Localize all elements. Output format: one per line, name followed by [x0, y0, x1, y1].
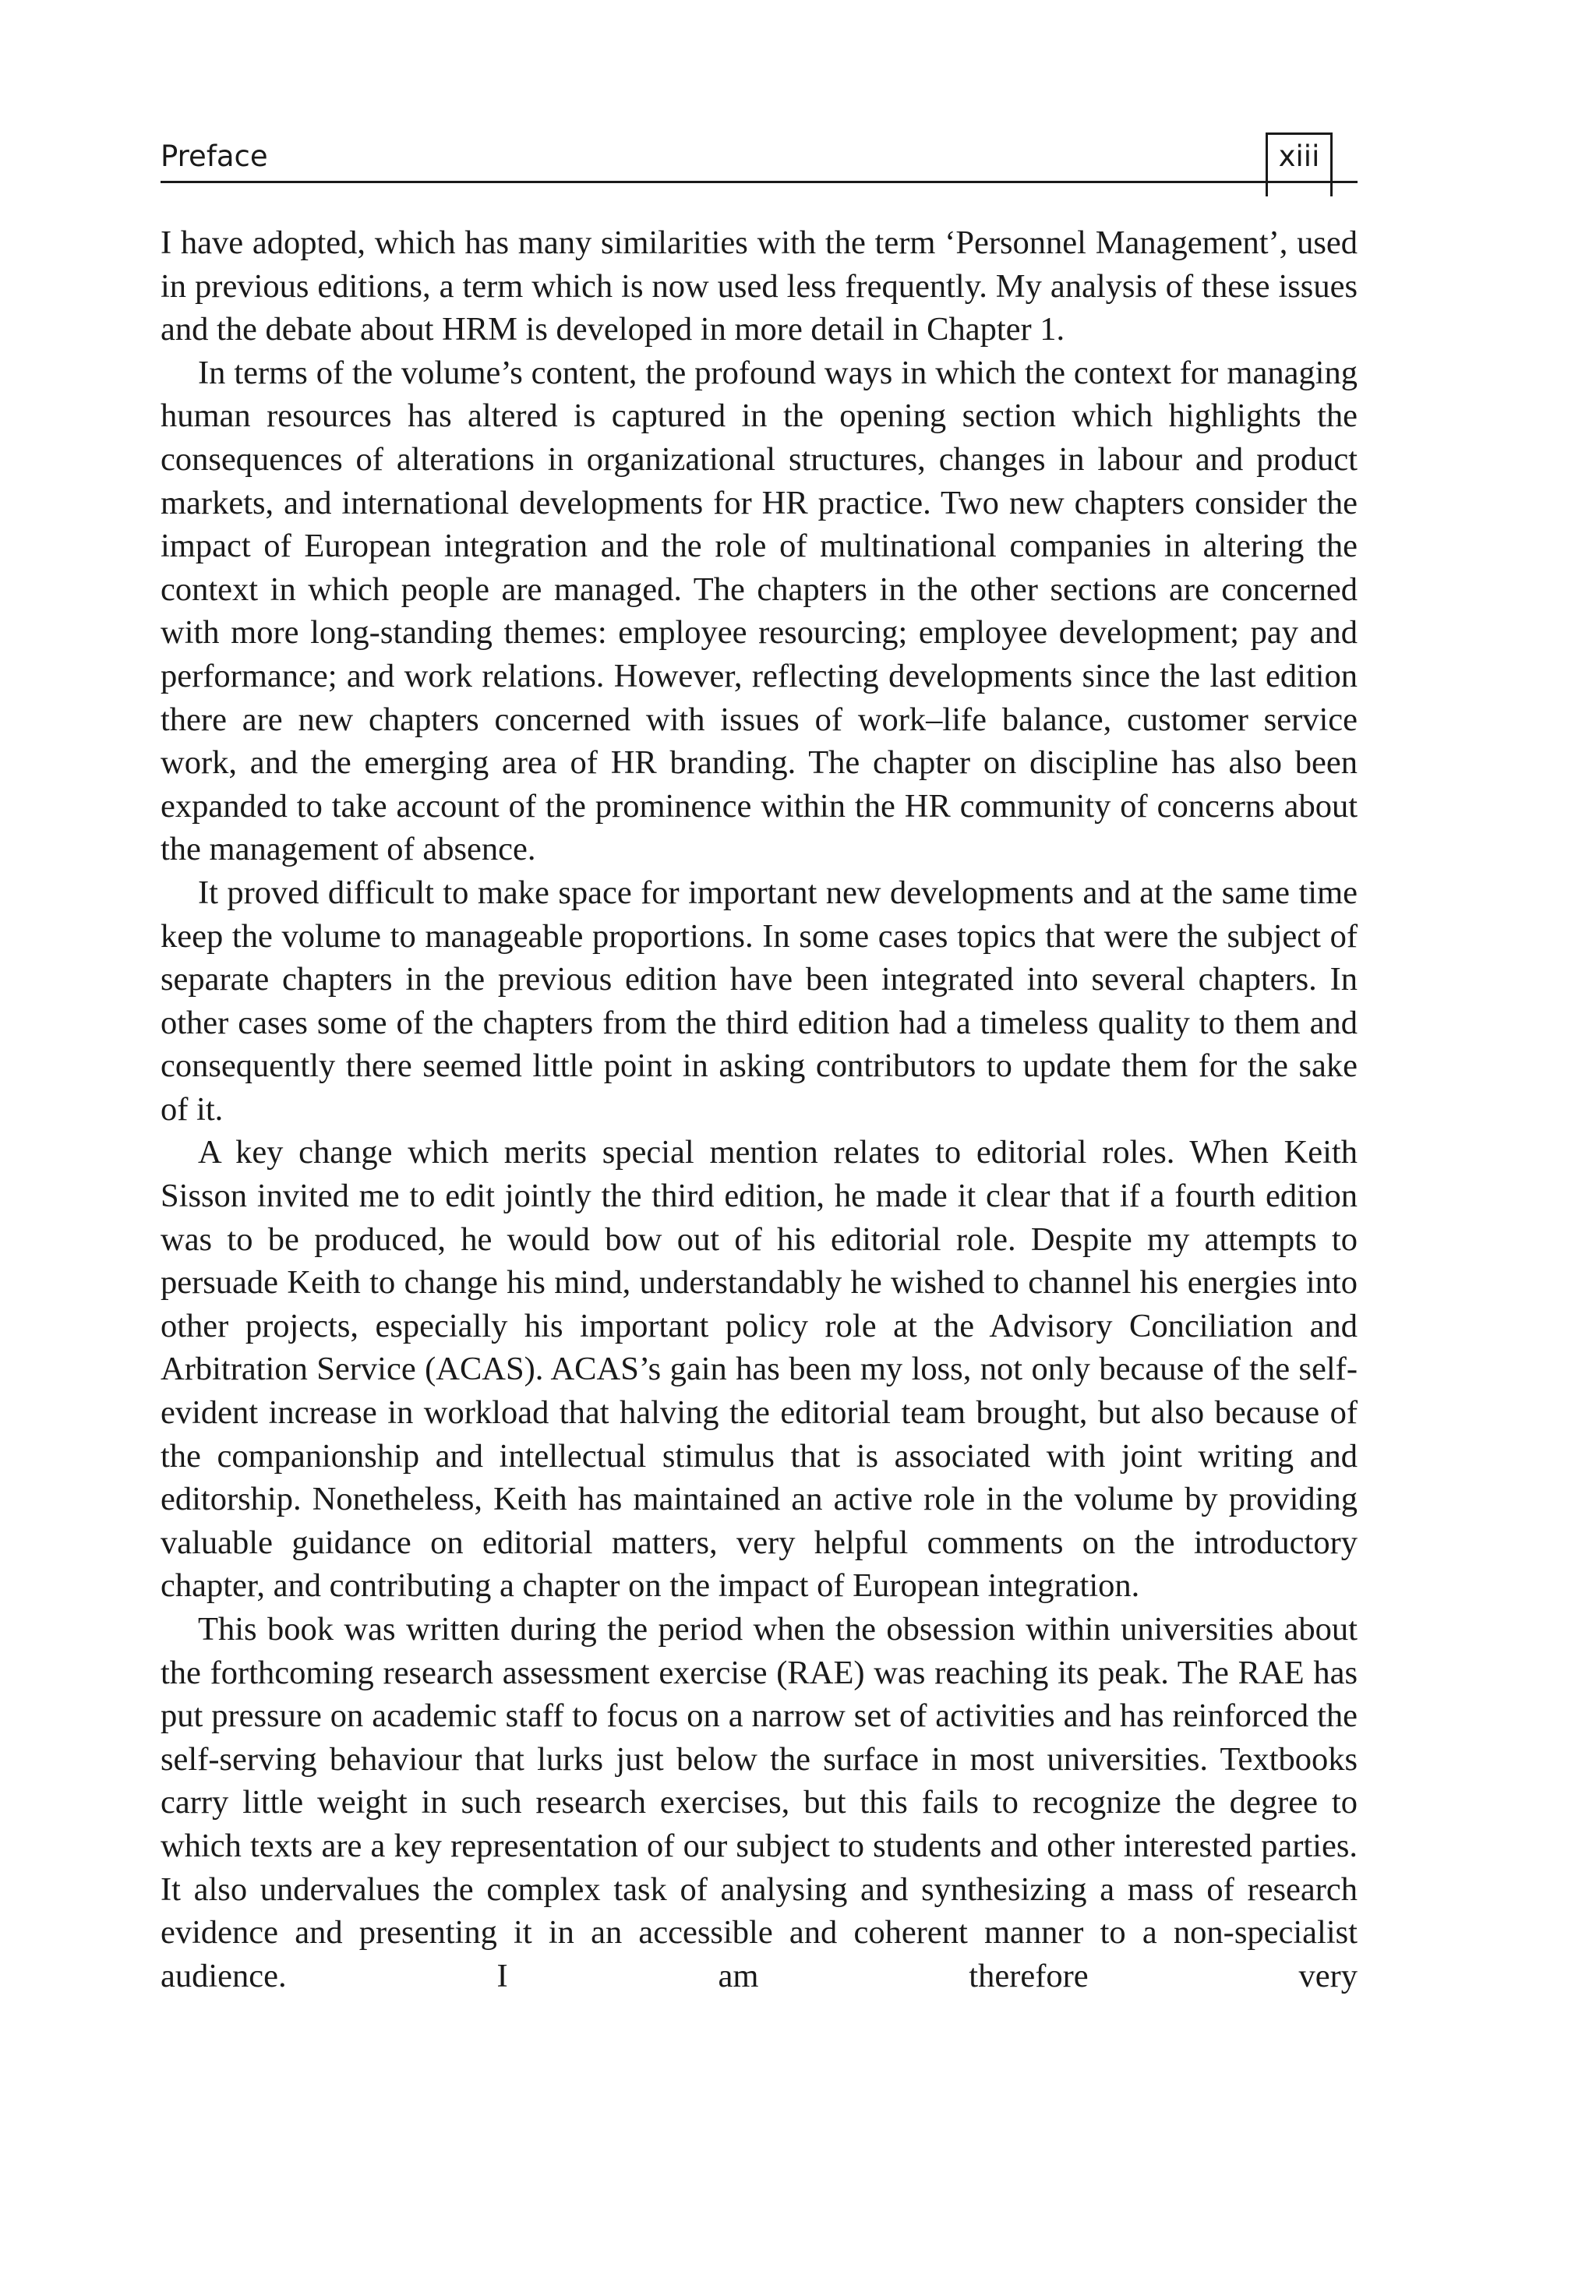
paragraph-continued: I have adopted, which has many similarities with the term ‘Personnel Management’, used in previous editions, a term which is now used less frequently. My analysis of these issues and the debate about HRM is developed in more detail in Chapter 1.	[161, 224, 1358, 348]
body-text	[161, 221, 1358, 1998]
paragraph: A key change which merits special mention relates to editorial roles. When Keith Sisson invited me to edit jointly the third edition, he made it clear that if a fourth edition was to be produced, he would bow out of his editorial role. Despite my attempts to persuade Keith to change his mind, understandably he wished to channel his energies into other projects, especially his important policy role at the Advisory Conciliation and Arbitration Service (ACAS). ACAS’s gain has been my loss, not only because of the self-evident increase in workload that halving the editorial team brought, but also because of the companionship and intellectual stimulus that is associated with joint writing and editorship. Nonetheless, Keith has maintained an active role in the volume by providing valuable guidance on editorial matters, very helpful comments on the introductory chapter, and contributing a chapter on the impact of European integration.	[161, 1134, 1358, 1605]
page-number: xiii	[1278, 140, 1320, 173]
running-head	[161, 139, 1358, 182]
paragraph-continues: This book was written during the period when the obsession within universities about the forthcoming research assessment exercise (RAE) was reaching its peak. The RAE has put pressure on academic staff to focus on a narrow set of activities and has reinforced the self-serving behaviour that lurks just below the surface in most universities. Textbooks carry little weight in such research exercises, but this fails to recognize the degree to which texts are a key representation of our subject to students and other interested parties. It also undervalues the complex task of analysing and synthesizing a mass of research evidence and presenting it in an accessible and coherent manner to a non-specialist audience. I am therefore very	[161, 1611, 1358, 1994]
running-head-title: Preface	[161, 140, 268, 173]
paragraph: It proved difficult to make space for important new developments and at the same time keep the volume to manageable proportions. In some cases topics that were the subject of separate chapters in the previous edition have been integrated into several chapters. In other cases some of the chapters from the third edition had a timeless quality to them and consequently there seemed little point in asking contributors to update them for the sake of it.	[161, 874, 1358, 1128]
running-head-rule	[161, 181, 1358, 183]
paragraph: In terms of the volume’s content, the profound ways in which the context for managing human resources has altered is captured in the opening section which highlights the consequences of alterations in organizational structures, changes in labour and product markets, and international developments for HR practice. Two new chapters consider the impact of European integration and the role of multinational companies in altering the context in which people are managed. The chapters in the other sections are concerned with more long-standing themes: employee resourcing; employee development; pay and performance; and work relations. However, reflecting developments since the last edition there are new chapters concerned with issues of work–life balance, customer service work, and the emerging area of HR branding. The chapter on discipline has also been expanded to take account of the prominence within the HR community of concerns about the management of absence.	[161, 354, 1358, 868]
folio-box-top-rule	[1266, 132, 1333, 135]
